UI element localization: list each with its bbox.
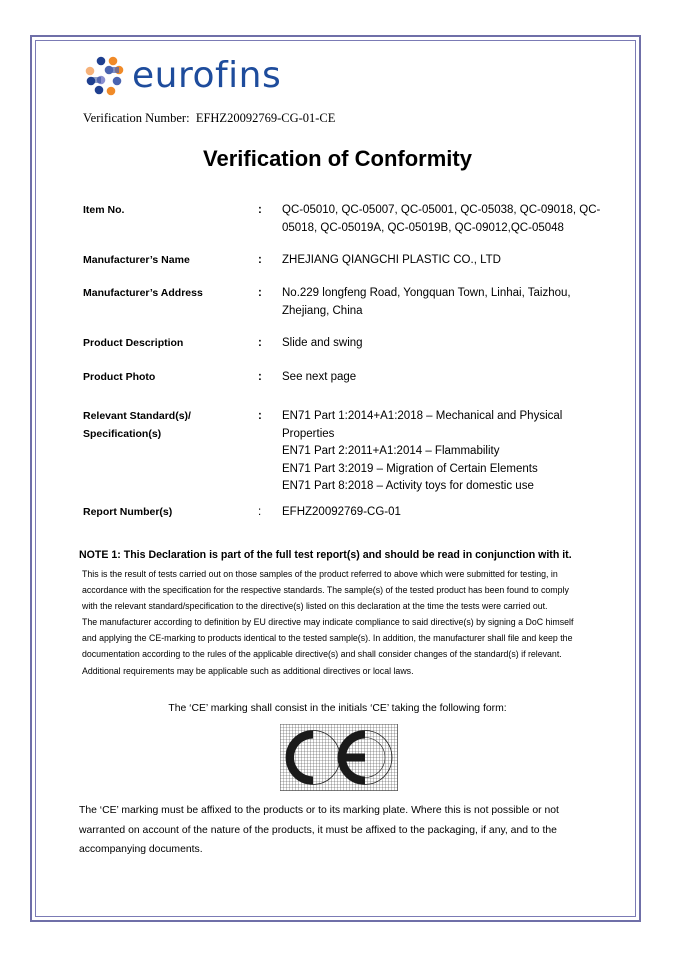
value-line: Properties (282, 427, 335, 440)
closing-line: warranted on account of the nature of the products, it must be affixed to the packaging, if any, and to the (79, 824, 557, 836)
verification-number-value: EFHZ20092769-CG-01-CE (195, 111, 336, 125)
ce-marking-icon (280, 724, 398, 791)
note-line: accordance with the specification for the respective standards. The sample(s) of the tested product has been found to comply (82, 585, 569, 596)
field-value (282, 369, 617, 387)
field-value (282, 285, 617, 320)
eurofins-dots-icon (84, 56, 126, 96)
note-line: Additional requirements may be applicable such as additional directives or local laws. (82, 665, 414, 676)
closing-line: accompanying documents. (79, 844, 203, 855)
field-colon: : (258, 410, 262, 422)
document-title: Verification of Conformity (203, 146, 472, 171)
ce-caption: The ‘CE’ marking shall consist in the initials ‘CE’ taking the following form: (168, 703, 507, 714)
field-colon: : (258, 204, 262, 216)
field-value (282, 202, 617, 237)
verification-number (83, 111, 335, 126)
value-line: No.229 longfeng Road, Yongquan Town, Linhai, Taizhou, (282, 287, 571, 299)
closing-paragraph (79, 801, 619, 860)
field-label: Manufacturer’s Address (83, 287, 203, 299)
field-value (282, 504, 617, 522)
value-line: Zhejiang, China (282, 304, 363, 317)
note-line: documentation according to the rules of the applicable directive(s) and shall consider changes of the standard(s) if relevant. (82, 649, 562, 660)
value-line: EN71 Part 8:2018 – Activity toys for domestic use (282, 480, 534, 492)
field-colon: : (258, 254, 262, 266)
eurofins-logo (84, 56, 281, 96)
field-label: Manufacturer’s Name (83, 254, 190, 266)
field-label (83, 408, 253, 443)
note-body (82, 566, 622, 679)
field-value (282, 408, 617, 496)
field-label: Product Description (83, 337, 184, 349)
field-value (282, 252, 617, 270)
value-line: EN71 Part 1:2014+A1:2018 – Mechanical and Physical (282, 410, 563, 422)
field-colon: : (258, 337, 262, 349)
field-label: Report Number(s) (83, 506, 173, 518)
value-line: EN71 Part 2:2011+A1:2014 – Flammability (282, 445, 500, 457)
value-line: See next page (282, 371, 357, 383)
field-label: Item No. (83, 204, 125, 216)
eurofins-logo-text: eurofins (132, 55, 282, 96)
value-line: ZHEJIANG QIANGCHI PLASTIC CO., LTD (282, 254, 501, 266)
closing-line: The ‘CE’ marking must be affixed to the products or to its marking plate. Where this is not possible or not (79, 805, 559, 816)
note-line: and applying the CE-marking to products identical to the tested sample(s). In addition, the manufacturer shall file and keep the (82, 633, 573, 644)
label-line: Relevant Standard(s)/ (83, 410, 191, 422)
note-line: with the relevant standard/specification to the directive(s) listed on this declaration at the time the tests were carried out. (82, 601, 548, 612)
label-line: Specification(s) (83, 427, 162, 440)
note-line: The manufacturer according to definition by EU directive may indicate compliance to said directive(s) by signing a DoC himself (82, 617, 574, 628)
field-colon: : (258, 506, 262, 518)
note-line: This is the result of tests carried out on those samples of the product referred to above which were submitted for testing, in (82, 569, 558, 579)
value-line: QC-05010, QC-05007, QC-05001, QC-05038, QC-09018, QC- (282, 204, 601, 216)
note-heading: NOTE 1: This Declaration is part of the full test report(s) and should be read in conjunction with it. (79, 549, 572, 561)
verification-number-label: Verification Number: (83, 111, 190, 125)
field-colon: : (258, 287, 262, 299)
value-line: EFHZ20092769-CG-01 (282, 506, 401, 518)
value-line: EN71 Part 3:2019 – Migration of Certain Elements (282, 462, 538, 475)
value-line: 05018, QC-05019A, QC-05019B, QC-09012,QC-05048 (282, 221, 564, 234)
value-line: Slide and swing (282, 337, 363, 349)
field-label: Product Photo (83, 371, 156, 383)
field-colon: : (258, 371, 262, 383)
field-value (282, 335, 617, 353)
